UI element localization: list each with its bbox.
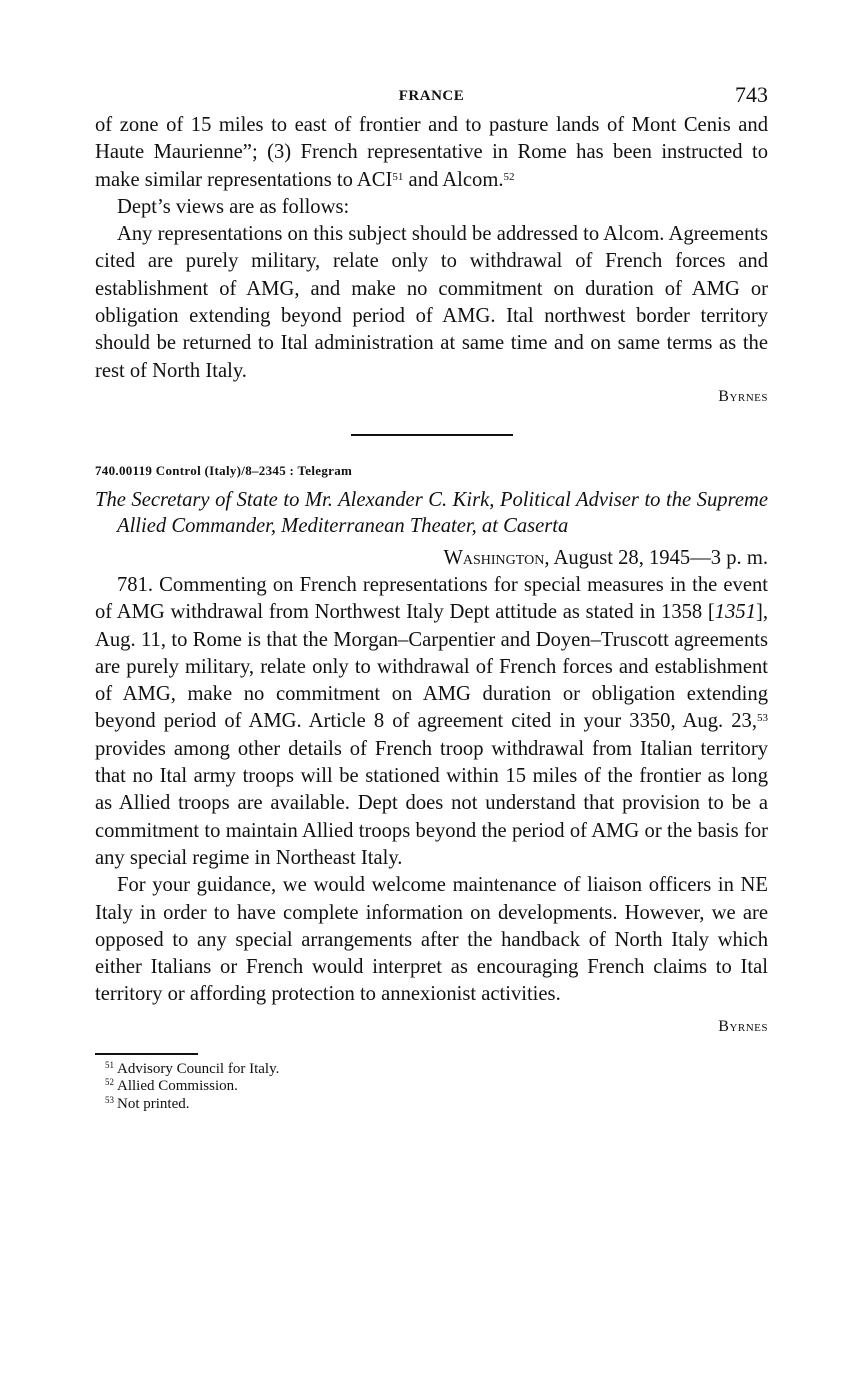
paragraph-text: and Alcom.: [403, 168, 504, 191]
footnote-number: 53: [105, 1094, 114, 1105]
paragraph-text: provides among other details of French troop withdrawal from Italian territory that no Ital army troops will be stationed within 15 miles of the frontier as long as Allied troops are available. Dept does not understand that provision to be a commitment to maintain Allied troops beyond the period of AMG or the basis for any special regime in Northeast Italy.: [95, 737, 768, 869]
signature-byrnes-1: Byrnes: [718, 387, 768, 405]
dateline: [95, 545, 768, 572]
footnote-ref-53: 53: [757, 712, 768, 725]
running-header: [95, 78, 768, 112]
document-file-number: 740.00119 Control (Italy)/8–2345 : Telegram: [95, 462, 353, 478]
dateline-place: Washington: [443, 546, 545, 569]
continued-paragraph: [95, 112, 768, 194]
dept-views-intro: Dept’s views are as follows:: [117, 195, 350, 218]
section-separator: [351, 434, 513, 436]
telegram-paragraph-1: [95, 572, 768, 872]
telegram-paragraph-2: For your guidance, we would welcome maintenance of liaison officers in NE Italy in order to have complete information on developments. However, we are opposed to any special arrangements after the handback of North Italy which either Italians or French would interpret as encouraging French claims to Ital territory or affording protection to annexionist activities.: [95, 874, 768, 1006]
footnote: [105, 1096, 768, 1114]
signature-byrnes-2: Byrnes: [718, 1017, 768, 1035]
paragraph-text: 781. Commenting on French representations for special measures in the event of AMG withdrawal from Northwest Italy Dept attitude as stated in 1358 [: [95, 573, 768, 624]
footnote-text: Advisory Council for Italy.: [117, 1060, 280, 1077]
footnote: [105, 1061, 768, 1079]
document-heading: The Secretary of State to Mr. Alexander C. Kirk, Political Adviser to the Supreme Allied Commander, Mediterranean Theater, at Caserta: [95, 488, 768, 538]
dept-views-paragraph: Any representations on this subject should be addressed to Alcom. Agreements cited are purely military, relate only to withdrawal of French forces and establishment of AMG, and make no commitment on duration of AMG or obligation extending beyond period of AMG. Ital northwest border territory should be returned to Ital administration at same time and on same terms as the rest of North Italy.: [95, 223, 768, 382]
running-title: FRANCE: [398, 88, 465, 104]
dateline-date: , August 28, 1945—3 p. m.: [544, 546, 768, 569]
paragraph-text: of zone of 15 miles to east of frontier and to pasture lands of Mont Cenis and Haute Maurienne”; (3) French representative in Rome has been instructed to make similar representations to ACI: [95, 114, 768, 191]
footnote-number: 52: [105, 1077, 114, 1088]
footnote-ref-51: 51: [392, 170, 404, 183]
footnote-number: 51: [105, 1059, 114, 1070]
footnotes: [95, 1061, 768, 1114]
footnote-text: Allied Commission.: [117, 1078, 238, 1095]
document-page: [95, 78, 768, 1113]
footnote-ref-52: 52: [503, 170, 515, 183]
footnote-text: Not printed.: [117, 1095, 190, 1112]
footnote: [105, 1078, 768, 1096]
paragraph-text: ], Aug. 11, to Rome is that the Morgan–Carpentier and Doyen–Truscott agreements are purely military, relate only to withdrawal of French forces and establishment of AMG, make no commitment on AMG duration or obligation extending beyond period of AMG. Article 8 of agreement cited in your 3350, Aug. 23,: [95, 601, 768, 733]
footnote-rule: [95, 1053, 198, 1055]
corrected-number: 1351: [714, 601, 756, 624]
page-number: 743: [735, 82, 768, 107]
